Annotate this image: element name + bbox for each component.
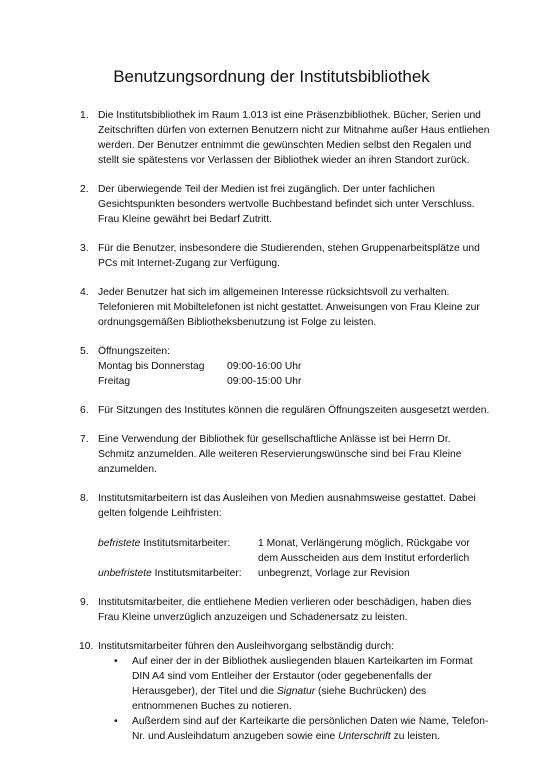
rule-number: 7. bbox=[80, 434, 89, 445]
rule-text: Für die Benutzer, insbesondere die Studierenden, stehen Gruppenarbeitsplätze und PCs mit Internet-Zugang zur Verfügung. bbox=[98, 243, 480, 269]
rule-number: 10. bbox=[79, 641, 94, 652]
loan-term: 1 Monat, Verlängerung möglich, Rückgabe vor dem Ausscheiden aus dem Institut erforderlich bbox=[258, 538, 470, 564]
bullet-text: Außerdem sind auf der Karteikarte die persönlichen Daten wie Name, Telefon-Nr. und Ausleihdatum anzugeben sowie eine bbox=[132, 716, 489, 742]
rule-2 bbox=[80, 182, 490, 227]
rule-number: 1. bbox=[80, 110, 89, 121]
rule-7 bbox=[80, 432, 490, 477]
loan-term: unbegrenzt, Vorlage zur Revision bbox=[258, 568, 410, 579]
rule-number: 9. bbox=[80, 597, 89, 608]
rule-10 bbox=[80, 639, 490, 744]
loan-type-emphasis: befristete bbox=[98, 538, 141, 549]
hours-time: 09:00-16:00 Uhr bbox=[227, 361, 302, 372]
loan-type-emphasis: unbefristete bbox=[98, 568, 152, 579]
bullet-text: zu leisten. bbox=[390, 731, 440, 742]
rule-4 bbox=[80, 285, 490, 330]
rule-number: 5. bbox=[80, 346, 89, 357]
loan-periods bbox=[98, 536, 490, 581]
rule-number: 3. bbox=[80, 243, 89, 254]
rule-9 bbox=[80, 595, 490, 625]
bullet-emphasis: Unterschrift bbox=[338, 731, 391, 742]
rule-6 bbox=[80, 403, 490, 418]
rule-text: Institutsmitarbeitern ist das Ausleihen von Medien ausnahmsweise gestattet. Dabei gelten folgende Leihfristen: bbox=[98, 493, 476, 519]
rule-text: Institutsmitarbeiter führen den Ausleihvorgang selbständig durch: bbox=[98, 641, 394, 652]
loan-type-rest: Institutsmitarbeiter: bbox=[151, 568, 242, 579]
page-title: Benutzungsordnung der Institutsbibliothek bbox=[113, 67, 430, 86]
rule-text: Der überwiegende Teil der Medien ist frei zugänglich. Der unter fachlichen Gesichtspunkten besonders wertvolle Buchbestand befindet sich unter Verschluss. Frau Kleine gewährt bei Bedarf Zutritt. bbox=[98, 184, 475, 225]
bullet-item bbox=[114, 714, 490, 744]
hours-time: 09:00-15:00 Uhr bbox=[227, 376, 302, 387]
rule-text: Jeder Benutzer hat sich im allgemeinen Interesse rücksichtsvoll zu verhalten. Telefonieren mit Mobiltelefonen ist nicht gestattet. Anweisungen von Frau Kleine zur ordnungsgemäßen Bibliotheksbenutzung ist Folge zu leisten. bbox=[98, 287, 480, 328]
loan-type-rest: Institutsmitarbeiter: bbox=[140, 538, 231, 549]
rule-number: 2. bbox=[80, 184, 89, 195]
rule-text: Öffnungszeiten: bbox=[98, 346, 170, 357]
rule-3 bbox=[80, 241, 490, 271]
loan-type bbox=[98, 536, 258, 566]
hours-row bbox=[98, 359, 490, 374]
loan-type bbox=[98, 566, 258, 581]
bullet-text: (siehe Buchrücken) des entnommenen Buches zu notieren. bbox=[132, 686, 427, 712]
rule-text: Für Sitzungen des Institutes können die regulären Öffnungszeiten ausgesetzt werden. bbox=[98, 405, 490, 416]
bullet-text: Auf einer der in der Bibliothek ausliegenden blauen Karteikarten im Format DIN A4 sind vom Entleiher der Erstautor (oder gegebenenfalls der Herausgeber), der Titel und die bbox=[132, 656, 473, 697]
hours-days: Freitag bbox=[98, 376, 131, 387]
rule-5 bbox=[80, 344, 490, 389]
rule-number: 6. bbox=[80, 405, 89, 416]
rule-8 bbox=[80, 491, 490, 581]
hours-days: Montag bis Donnerstag bbox=[98, 361, 205, 372]
bullet-emphasis: Signatur bbox=[276, 686, 316, 697]
rules-list bbox=[80, 108, 490, 758]
bullet-icon: • bbox=[114, 656, 118, 667]
rule-number: 8. bbox=[80, 493, 89, 504]
rule-text: Institutsmitarbeiter, die entliehene Medien verlieren oder beschädigen, haben dies Frau Kleine unverzüglich anzuzeigen und Schadenersatz zu leisten. bbox=[98, 597, 472, 623]
rule-1 bbox=[80, 108, 490, 168]
rule-text: Eine Verwendung der Bibliothek für gesellschaftliche Anlässe ist bei Herrn Dr. Schmitz anzumelden. Alle weiteren Reservierungswünsche sind bei Frau Kleine anzumelden. bbox=[98, 434, 462, 475]
rule-text: Die Institutsbibliothek im Raum 1.013 ist eine Präsenzbibliothek. Bücher, Serien und Zeitschriften dürfen von externen Benutzern nicht zur Mitnahme außer Haus entliehen werden. Der Benutzer entnimmt die gewünschten Medien selbst den Regalen und stellt sie spätestens vor Verlassen der Bibliothek wieder an ihren Standort zurück. bbox=[98, 110, 490, 166]
bullet-item bbox=[114, 654, 490, 714]
bullet-icon: • bbox=[114, 716, 118, 727]
rule-number: 4. bbox=[80, 287, 89, 298]
hours-row bbox=[98, 374, 490, 389]
